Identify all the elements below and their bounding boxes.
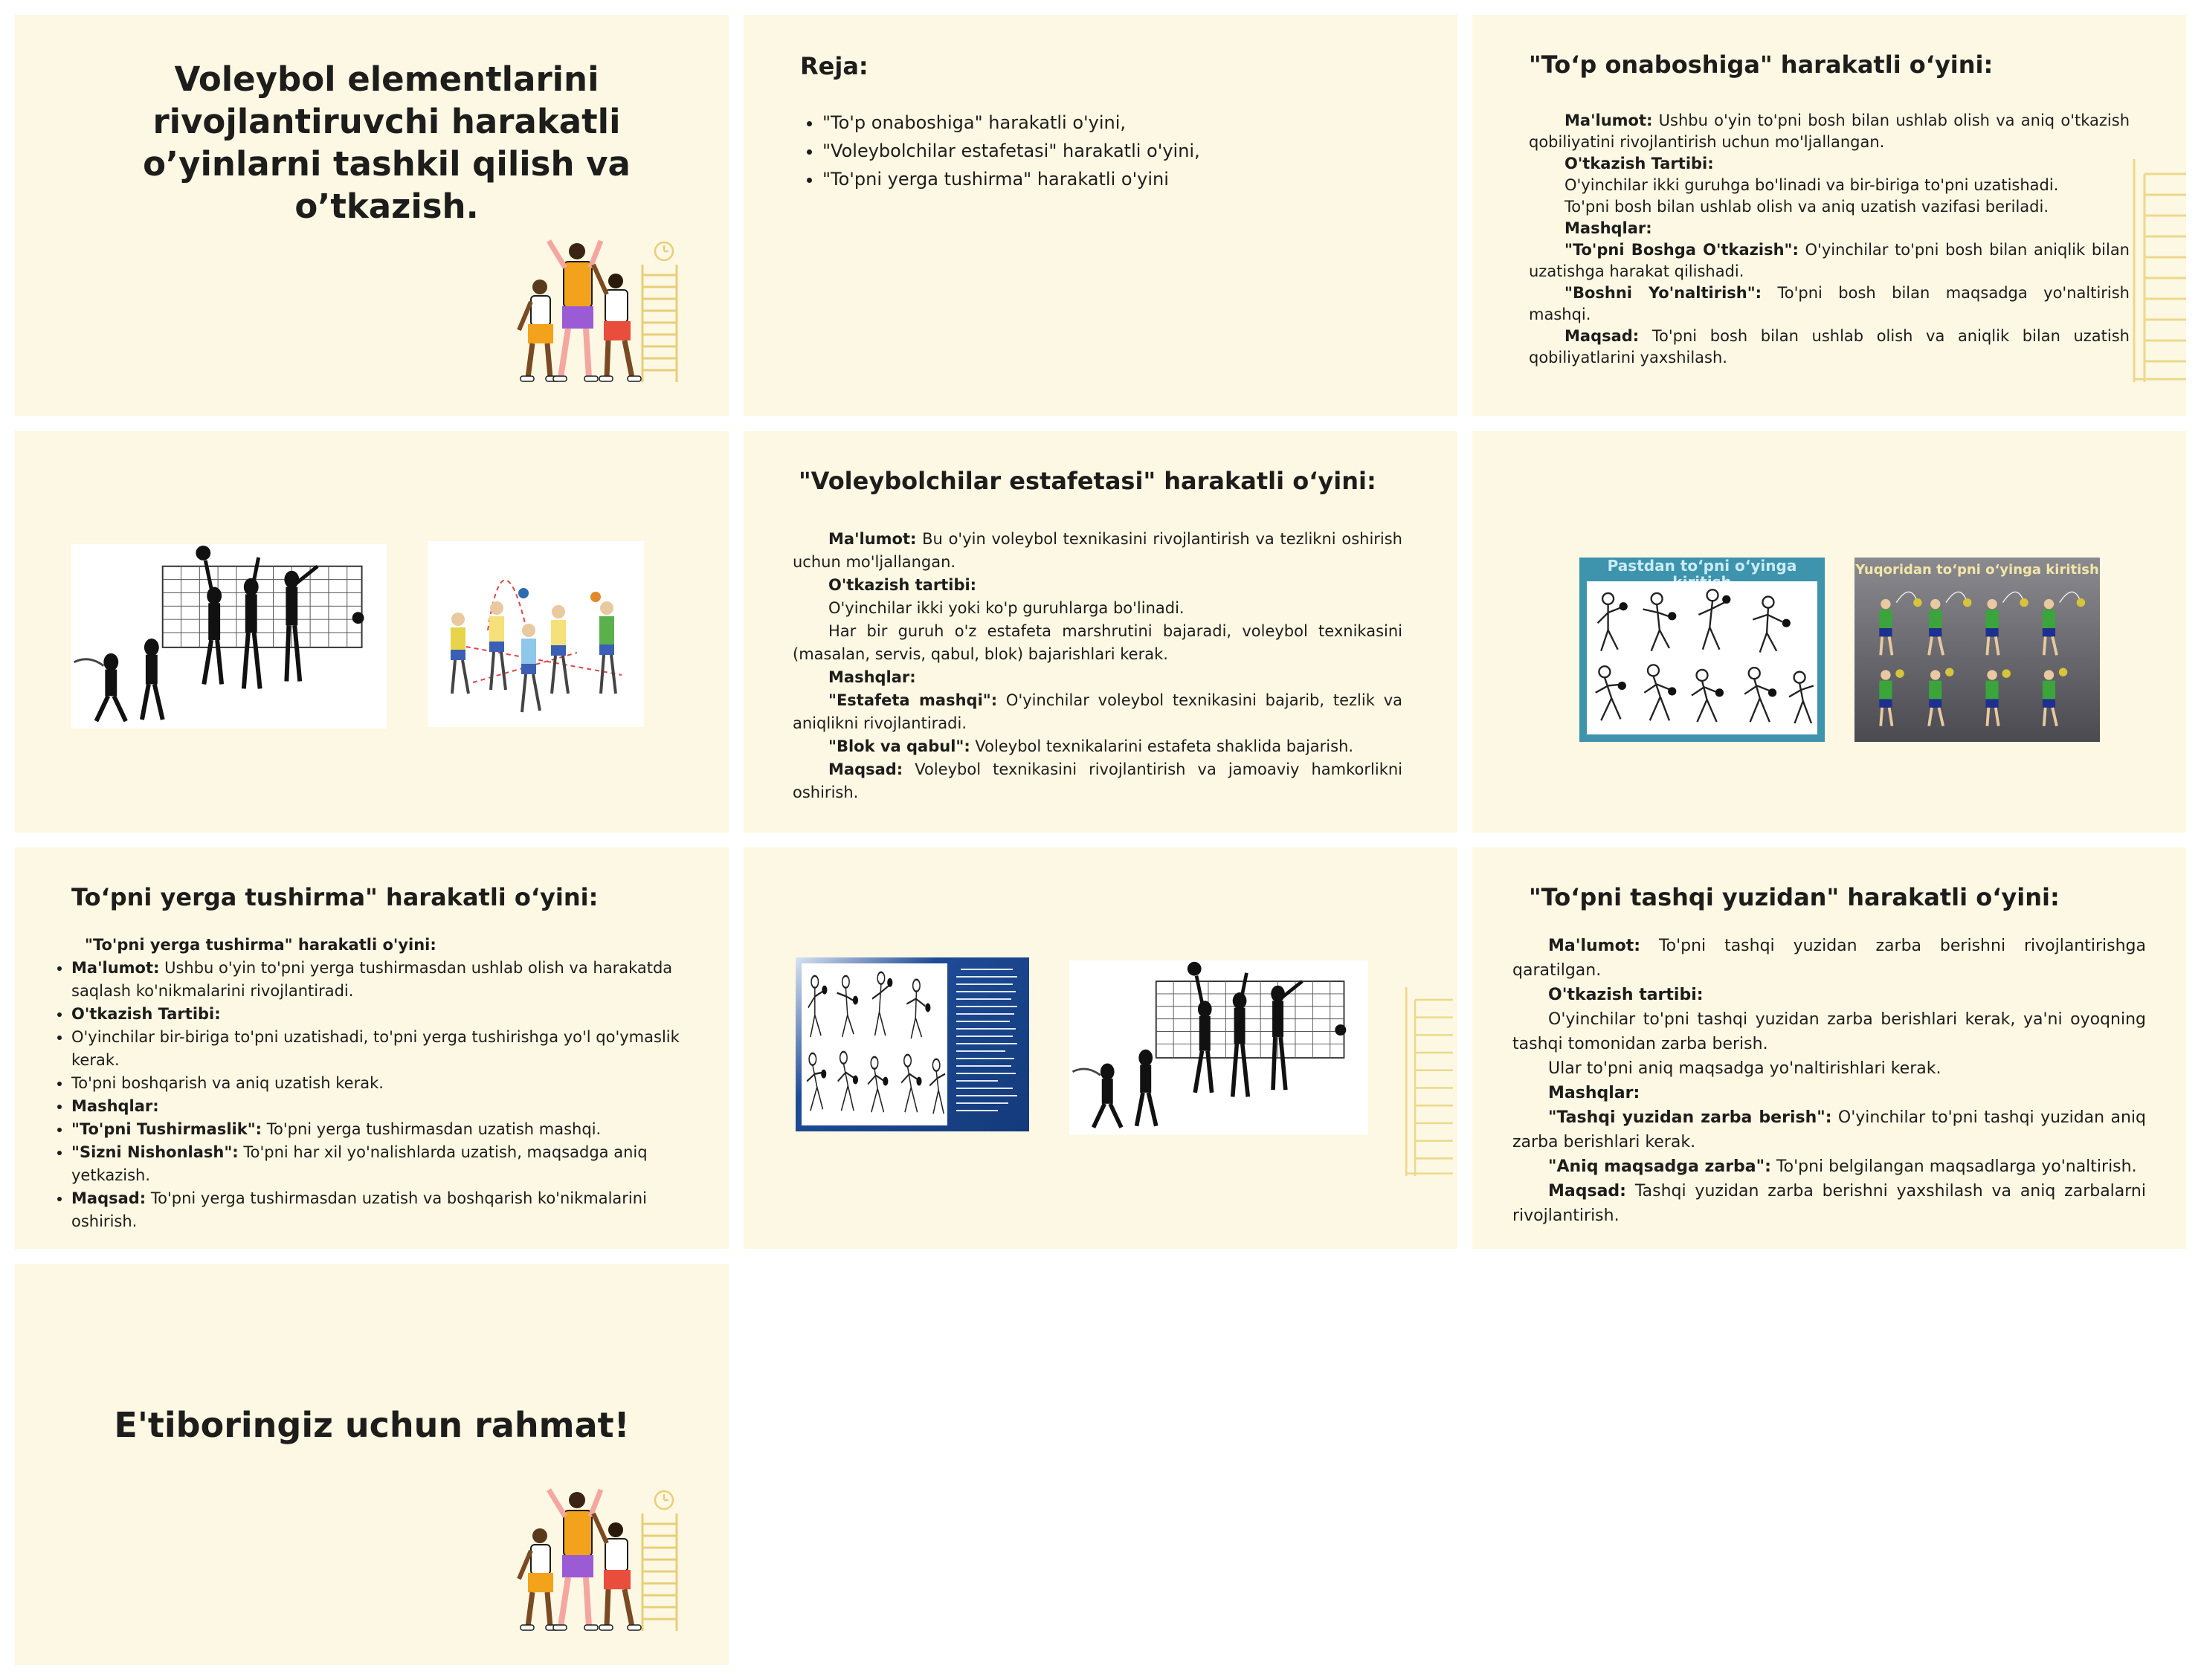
label: "Tashqi yuzidan zarba berish": [1548,1108,1832,1127]
label: Maqsad: [1564,327,1640,345]
overhand-serve-sketch [1859,581,2097,737]
label: Ma'lumot: [1548,937,1641,955]
text: • To'pni boshqarish va aniq uzatish kerak. [71,1072,711,1095]
label: O'tkazish tartibi: [1548,986,1704,1004]
slide-9 [1472,847,2186,1249]
volleyball-attack-photo [1069,960,1368,1134]
text: O'yinchilar ikki yoki ko'p guruhlarga bo'linadi. [828,599,1185,617]
slide-3 [1472,15,2186,416]
slide-3-body [1529,110,2130,369]
label: O'tkazish Tartibi: [71,1005,221,1023]
text: To'pni bosh bilan ushlab olish va aniqlik bilan uzatish qobiliyatlarini yaxshilash. [1529,327,2130,366]
text: Har bir guruh o'z estafeta marshrutini bajaradi, voleybol texnikasini (masalan, servis, qabul, blok) bajarishlari kerak. [793,622,1402,663]
label: Mashqlar: [828,668,916,686]
thank-you-title: E'tiboringiz uchun rahmat! [114,1405,630,1445]
slide-6 [1472,431,2186,833]
label: "Aniq maqsadga zarba": [1548,1157,1771,1176]
underhand-serve-caption: Pastdan to‘pni o‘yinga [1607,558,1797,575]
label: Maqsad: [71,1189,146,1207]
label: "Sizni Nishonlash": [71,1143,239,1161]
label: "Boshni Yo'naltirish": [1564,284,1762,302]
slide-7-body [71,934,711,1233]
slide-2-plan-list [803,109,1200,193]
label: O'tkazish Tartibi: [1564,155,1714,172]
text: To'pni bosh bilan ushlab olish va aniq uzatish vazifasi beriladi. [1564,198,2049,216]
text: Ushbu o'yin to'pni yerga tushirmasdan ushlab olish va harakatda saqlash ko'nikmalarini rivojlantiradi. [71,959,673,1000]
ladder-decoration [1398,987,1457,1176]
slide-7-heading: To‘pni yerga tushirma" harakatli o‘yini: [71,883,599,911]
text: To'pni har xil yo'nalishlarda uzatish, maqsadga aniq yetkazish. [71,1143,648,1184]
technique-sketch [802,963,947,1125]
text: To'pni bosh bilan maqsadga yo'naltirish mashqi. [1529,284,2130,323]
overhand-serve-image [1854,558,2100,742]
label: Mashqlar: [71,1097,159,1115]
technique-diagram-image [796,957,1029,1131]
volleyball-players-illustration [512,235,690,384]
label: "Estafeta mashqi": [828,691,998,709]
text: To'pni tashqi yuzidan zarba berishni rivojlantirishga qaratilgan. [1512,937,2146,980]
overhand-serve-caption: Yuqoridan to‘pni o‘yinga kiritish [1855,562,2099,578]
text: O'yinchilar to'pni bosh bilan aniqlik bilan uzatishga harakat qilishadi. [1529,241,2130,280]
underhand-serve-sketch [1587,581,1817,734]
label: O'tkazish tartibi: [828,576,977,594]
text: Tashqi yuzidan zarba berishni yaxshilash va aniq zarbalarni rivojlantirish. [1512,1182,2146,1225]
text: O'yinchilar to'pni tashqi yuzidan zarba berishlari kerak, ya'ni oyoqning tashqi tomonidan zarba berish. [1512,1010,2146,1053]
volleyball-players-illustration [512,1484,690,1632]
volleyball-net-photo [71,544,387,728]
slide-2 [744,15,1457,416]
slide-5-body [793,528,1402,804]
text: To'pni yerga tushirmasdan uzatish mashqi. [262,1120,602,1138]
text: Ular to'pni aniq maqsadga yo'naltirishlari kerak. [1548,1059,1941,1078]
text: Ushbu o'yin to'pni bosh bilan ushlab olish va aniq o'tkazish qobiliyatini rivojlantirish uchun mo'ljallangan. [1529,112,2130,151]
text: • O'yinchilar bir-biriga to'pni uzatishadi, to'pni yerga tushirishga yo'l qo'ymaslik kerak. [71,1026,711,1072]
text: O'yinchilar voleybol texnikasini bajarib, tezlik va aniqlikni rivojlantiradi. [793,691,1402,732]
label: Maqsad: [1548,1182,1626,1201]
label: Ma'lumot: [71,959,160,977]
slide-1-title: Voleybol elementlarini rivojlantiruvchi harakatli o’yinlarni tashkil qilish va o’tkazish. [143,59,631,226]
slide-3-heading: "To‘p onaboshiga" harakatli o‘yini: [1529,51,1994,79]
slide-5 [744,431,1457,833]
text: To'pni yerga tushirmasdan uzatish va boshqarish ko'nikmalarini oshirish. [71,1189,647,1230]
label: Maqsad: [828,760,903,778]
label: "To'pni Tushirmaslik": [71,1120,262,1138]
ladder-decoration [2130,159,2186,382]
label: "To'pni Boshga O'tkazish": [1564,241,1799,259]
label: Mashqlar: [1564,219,1652,237]
plan-item: • "To'pni yerga tushirma" harakatli o'yini [822,165,1200,193]
text: Voleybol texnikalarini estafeta shaklida bajarish. [970,737,1354,755]
label: Mashqlar: [1548,1084,1640,1102]
slide-8 [744,847,1457,1249]
label: Ma'lumot: [828,530,917,548]
slide-10 [15,1264,729,1665]
plan-item: • "Voleybolchilar estafetasi" harakatli o'yini, [822,137,1200,165]
slide-4 [15,431,729,833]
text: To'pni belgilangan maqsadlarga yo'naltirish. [1770,1157,2137,1176]
text: O'yinchilar to'pni tashqi yuzidan aniq zarba berishlari kerak. [1512,1108,2146,1151]
technique-text-lines [953,963,1025,1125]
text: O'yinchilar ikki guruhga bo'linadi va bir-biriga to'pni uzatishadi. [1564,176,2059,194]
slide-1 [15,15,729,416]
plan-item: • "To'p onaboshiga" harakatli o'yini, [822,109,1200,137]
relay-drill-photo [428,541,644,727]
slide-2-heading: Reja: [800,52,869,80]
label: Ma'lumot: [1564,112,1653,129]
text: Bu o'yin voleybol texnikasini rivojlantirish va tezlikni oshirish uchun mo'ljallangan. [793,530,1402,571]
label: "Blok va qabul": [828,737,970,755]
slide-7 [15,847,729,1249]
underhand-serve-image [1579,558,1825,742]
text: Voleybol texnikasini rivojlantirish va jamoaviy hamkorlikni oshirish. [793,760,1402,801]
slide-9-body [1512,934,2146,1228]
slide-5-heading: "Voleybolchilar estafetasi" harakatli o‘yini: [799,467,1376,495]
subheading: "To'pni yerga tushirma" harakatli o'yini: [85,936,436,954]
slide-9-heading: "To‘pni tashqi yuzidan" harakatli o‘yini: [1529,883,2060,911]
